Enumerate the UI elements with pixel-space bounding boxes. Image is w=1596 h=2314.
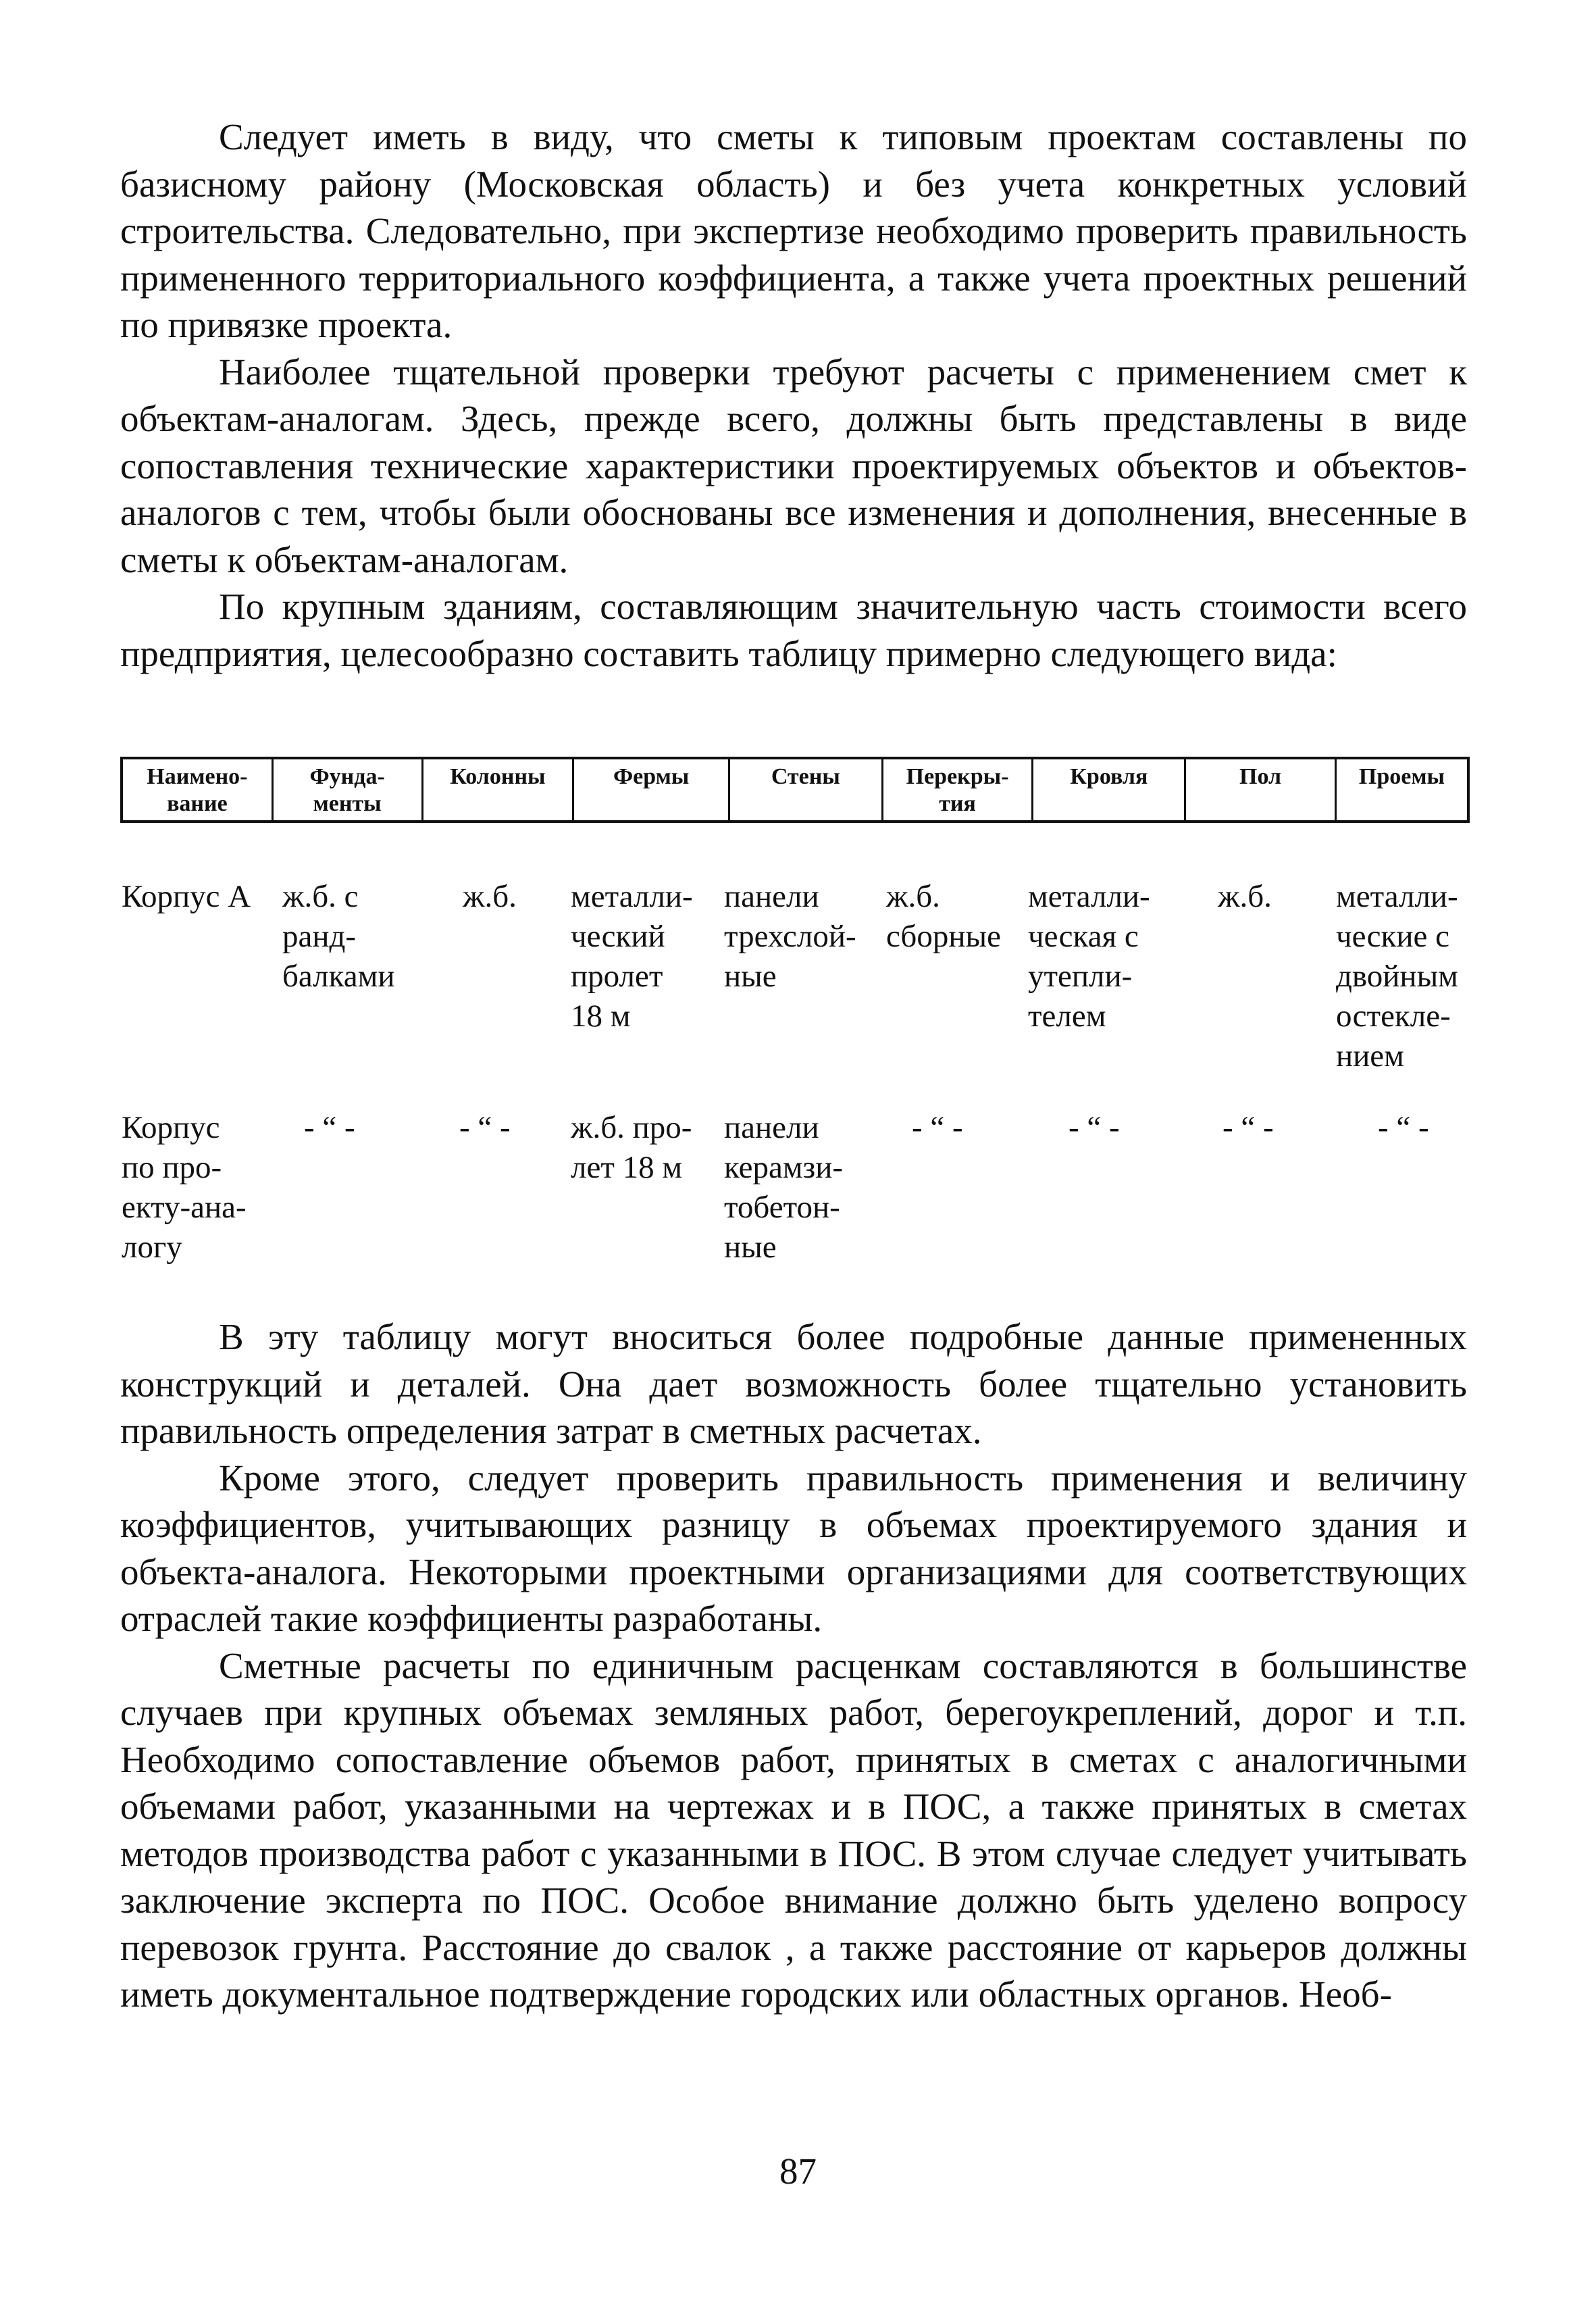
table-cell: ж.б. с ранд- балками xyxy=(282,879,395,994)
table-cell: панели трехслой- ные xyxy=(724,879,856,994)
paragraph: Следует иметь в виду, что сметы к типовым проектам составлены по базисному району (Московская область) и без учета конкретных условий строительства. Следовательно, при экспертизе необходимо проверить правильность примененного территориального коэффициента, а также учета проектных решений по привязке проекта. xyxy=(120,116,1467,345)
table-cell: Корпус по про- екту-ана- логу xyxy=(122,1110,247,1265)
header-roof: Кровля xyxy=(1033,759,1186,820)
table-cell: - “ - xyxy=(459,1110,511,1145)
table-cell: - “ - xyxy=(1222,1110,1274,1145)
header-foundations: Фунда- менты xyxy=(274,759,423,820)
table-cell: металли- ческий пролет 18 м xyxy=(571,879,693,1034)
header-columns: Колонны xyxy=(423,759,575,820)
header-floors-slabs: Перекры- тия xyxy=(883,759,1034,820)
header-openings: Проемы xyxy=(1358,764,1445,789)
text-block-bottom xyxy=(120,1313,1467,2018)
header-name: Наимено- вание xyxy=(123,759,274,820)
table-cell: ж.б. про- лет 18 м xyxy=(571,1110,692,1185)
paragraph: Кроме этого, следует проверить правильность применения и величину коэффициентов, учитывающих разницу в объемах проектируемого здания и объекта-аналога. Некоторыми проектными организациями для соответствующих отраслей такие коэффициенты разработаны. xyxy=(120,1457,1467,1639)
table-cell: ж.б. xyxy=(463,879,517,914)
table-cell: ж.б. сборные xyxy=(886,879,1001,954)
table-cell: - “ - xyxy=(1069,1110,1120,1145)
table-cell: - “ - xyxy=(304,1110,355,1145)
table-cell: металли- ческая с утепли- телем xyxy=(1028,879,1150,1034)
table-cell: - “ - xyxy=(1378,1110,1429,1145)
table-cell: ж.б. xyxy=(1218,879,1272,914)
header-trusses: Фермы xyxy=(574,759,730,820)
page-number: 87 xyxy=(779,2150,817,2192)
paragraph: В эту таблицу могут вноситься более подробные данные примененных конструкций и деталей. Она дает возможность более тщательно установить правильность определения затрат в сметных расчетах. xyxy=(120,1316,1467,1451)
table-cell: металли- ческие с двойным остекле- нием xyxy=(1336,879,1458,1074)
header-walls: Стены xyxy=(730,759,883,820)
table-cell: Корпус А xyxy=(122,879,251,914)
table-header xyxy=(120,757,1470,823)
table-cell: панели керамзи- тобетон- ные xyxy=(724,1110,843,1265)
table-cell: - “ - xyxy=(912,1110,963,1145)
paragraph: Сметные расчеты по единичным расценкам составляются в большинстве случаев при крупных объемах земляных работ, берегоукреплений, дорог и т.п. Необходимо сопоставление объемов работ, принятых в сметах с аналогичными объемами работ, указанными на чертежах и в ПОС, а также принятых в сметах методов производства работ с указанными в ПОС. В этом случае следует учитывать заключение эксперта по ПОС. Особое внимание должно быть уделено вопросу перевозок грунта. Расстояние до свалок , а также расстояние от карьеров должны иметь документальное подтверждение городских или областных органов. Необ- xyxy=(120,1644,1467,2015)
text-block-top xyxy=(120,114,1467,677)
paragraph: По крупным зданиям, составляющим значительную часть стоимости всего предприятия, целесообразно составить таблицу примерно следующего вида: xyxy=(120,586,1467,674)
paragraph: Наиболее тщательной проверки требуют расчеты с применением смет к объектам-аналогам. Здесь, прежде всего, должны быть представлены в виде сопоставления технические характеристики проектируемых объектов и объектов-аналогов с тем, чтобы были обоснованы все изменения и дополнения, внесенные в сметы к объектам-аналогам. xyxy=(120,351,1467,580)
header-floor: Пол xyxy=(1186,759,1337,820)
